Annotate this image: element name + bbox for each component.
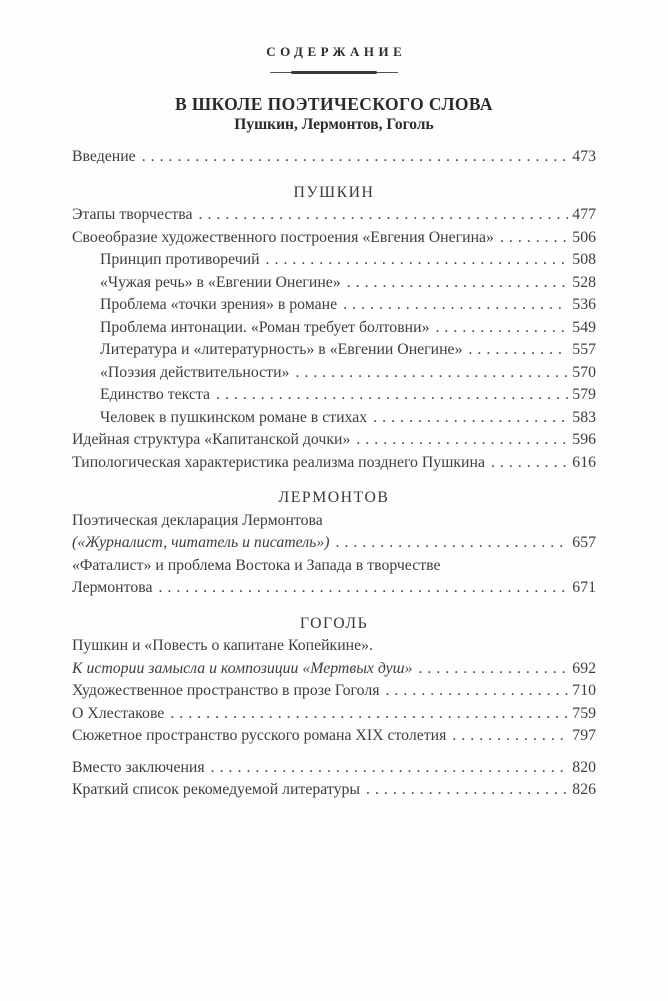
- dot-leader: [385, 680, 568, 703]
- toc-entry-last-line: [72, 204, 596, 227]
- toc-entry-title: Принцип противоречий: [100, 251, 260, 268]
- toc-entry-last-line: [72, 577, 596, 600]
- toc-entry: [72, 384, 596, 407]
- toc-entry-title: Человек в пушкинском романе в стихах: [100, 408, 368, 426]
- toc-entry-last-line: [72, 227, 596, 250]
- toc-entry-title: Художественное пространство в прозе Гоголя: [72, 682, 380, 699]
- toc-content: [72, 44, 596, 802]
- toc-entry-title: К истории замысла и композиции «Мертвых душ»: [72, 659, 413, 677]
- toc-list: [72, 146, 596, 802]
- toc-entry: [72, 779, 596, 802]
- dot-leader: [216, 384, 568, 407]
- toc-entry: [72, 452, 596, 475]
- page-number: 536: [572, 296, 596, 313]
- toc-header-label: СОДЕРЖАНИЕ: [266, 44, 407, 59]
- toc-entry-last-line: [100, 249, 596, 272]
- toc-entry: [72, 510, 596, 555]
- toc-entry-last-line: [72, 532, 596, 555]
- toc-entry: [72, 146, 596, 169]
- toc-entry-last-line: [72, 452, 596, 475]
- toc-entry: [72, 429, 596, 452]
- page-number: 473: [572, 148, 596, 165]
- page-number: 557: [572, 341, 596, 358]
- page-number: 671: [572, 579, 596, 596]
- toc-entry-line: Пушкин и «Повесть о капитане Копейкине».: [72, 637, 373, 654]
- page-number: 710: [572, 682, 596, 699]
- toc-entry-title: Лермонтова: [72, 579, 153, 596]
- toc-entry: [72, 555, 596, 600]
- toc-entry-line: «Фаталист» и проблема Востока и Запада в творчестве: [72, 556, 441, 574]
- toc-entry-last-line: [100, 272, 596, 295]
- toc-entry-last-line: [72, 680, 596, 703]
- page-number: 797: [572, 727, 596, 744]
- page-number: 477: [572, 206, 596, 223]
- page-number: 528: [572, 273, 596, 291]
- page-number: 657: [572, 534, 596, 551]
- dot-leader: [295, 362, 568, 385]
- toc-section-heading: ЛЕРМОНТОВ: [278, 489, 390, 506]
- page-number: 820: [572, 758, 596, 776]
- dot-leader: [142, 146, 569, 169]
- dot-leader: [356, 429, 568, 452]
- dot-leader: [500, 227, 568, 250]
- toc-entry-last-line: [100, 362, 596, 385]
- toc-entry-last-line: [72, 429, 596, 452]
- toc-entry-title: Единство текста: [100, 386, 211, 403]
- toc-entry: [72, 249, 596, 272]
- toc-entry: [72, 272, 596, 295]
- page-number: 549: [572, 318, 596, 336]
- dot-leader: [468, 339, 568, 362]
- toc-entry-title: Вместо заключения: [72, 758, 205, 776]
- toc-entry: [72, 757, 596, 780]
- toc-entry: [72, 204, 596, 227]
- toc-entry-line: Поэтическая декларация Лермонтова: [72, 511, 323, 529]
- toc-entry: [72, 362, 596, 385]
- divider-thick-rule: [291, 71, 377, 74]
- dot-leader: [211, 757, 569, 780]
- page-number: 579: [572, 386, 596, 403]
- header-divider-ornament: [270, 70, 398, 74]
- toc-entry-title: О Хлестакове: [72, 704, 165, 722]
- page-number: 826: [572, 781, 596, 798]
- toc-entry-title: Сюжетное пространство русского романа XIX столетия: [72, 727, 447, 744]
- page-number: 508: [572, 251, 596, 268]
- toc-entry: [72, 317, 596, 340]
- toc-entry-title: Введение: [72, 148, 136, 165]
- page-number: 596: [572, 431, 596, 448]
- dot-leader: [373, 407, 568, 430]
- dot-leader: [491, 452, 568, 475]
- toc-entry: [72, 680, 596, 703]
- toc-entry-last-line: [100, 407, 596, 430]
- dot-leader: [343, 294, 568, 317]
- toc-entry-title: Литература и «литературность» в «Евгении Онегине»: [100, 341, 463, 358]
- dot-leader: [347, 272, 569, 295]
- toc-entry-last-line: [100, 339, 596, 362]
- toc-entry-last-line: [72, 703, 596, 726]
- toc-entry-last-line: [72, 725, 596, 748]
- page-number: 506: [572, 228, 596, 246]
- toc-entry-title: Краткий список рекомедуемой литературы: [72, 781, 360, 798]
- toc-entry: [72, 339, 596, 362]
- dot-leader: [336, 532, 569, 555]
- dot-leader: [366, 779, 568, 802]
- page-number: 616: [572, 453, 596, 471]
- toc-entry-last-line: [72, 658, 596, 681]
- toc-entry-last-line: [72, 779, 596, 802]
- toc-entry: [72, 227, 596, 250]
- toc-entry: [72, 725, 596, 748]
- toc-entry: [72, 407, 596, 430]
- toc-entry-title: («Журналист, читатель и писатель»): [72, 534, 330, 551]
- toc-entry: [72, 635, 596, 680]
- dot-leader: [435, 317, 568, 340]
- dot-leader: [199, 204, 569, 227]
- toc-entry: [72, 294, 596, 317]
- dot-leader: [170, 703, 568, 726]
- toc-entry-title: Этапы творчества: [72, 206, 193, 223]
- toc-section-heading: ГОГОЛЬ: [299, 614, 369, 632]
- toc-entry-title: «Поэзия действительности»: [100, 363, 290, 381]
- page-number: 583: [572, 408, 596, 426]
- page-number: 570: [572, 363, 596, 381]
- toc-entry-title: Идейная структура «Капитанской дочки»: [72, 431, 351, 448]
- dot-leader: [452, 725, 568, 748]
- toc-entry-title: Своеобразие художественного построения «Евгения Онегина»: [72, 228, 494, 246]
- dot-leader: [418, 658, 568, 681]
- toc-entry-last-line: [72, 146, 596, 169]
- toc-entry-last-line: [100, 294, 596, 317]
- toc-entry-title: Типологическая характеристика реализма позднего Пушкина: [72, 453, 485, 471]
- toc-entry-title: Проблема «точки зрения» в романе: [100, 296, 338, 313]
- page-number: 692: [572, 659, 596, 677]
- book-subtitle: Пушкин, Лермонтов, Гоголь: [234, 116, 434, 133]
- toc-entry-title: Проблема интонации. «Роман требует болтовни»: [100, 318, 430, 336]
- book-title: В ШКОЛЕ ПОЭТИЧЕСКОГО СЛОВА: [175, 94, 493, 114]
- toc-entry-title: «Чужая речь» в «Евгении Онегине»: [100, 273, 341, 291]
- toc-entry-last-line: [72, 757, 596, 780]
- dot-leader: [158, 577, 568, 600]
- toc-entry-last-line: [100, 317, 596, 340]
- toc-section-heading: ПУШКИН: [293, 183, 375, 201]
- page-number: 759: [572, 704, 596, 722]
- dot-leader: [266, 249, 569, 272]
- toc-entry: [72, 703, 596, 726]
- toc-entry-last-line: [100, 384, 596, 407]
